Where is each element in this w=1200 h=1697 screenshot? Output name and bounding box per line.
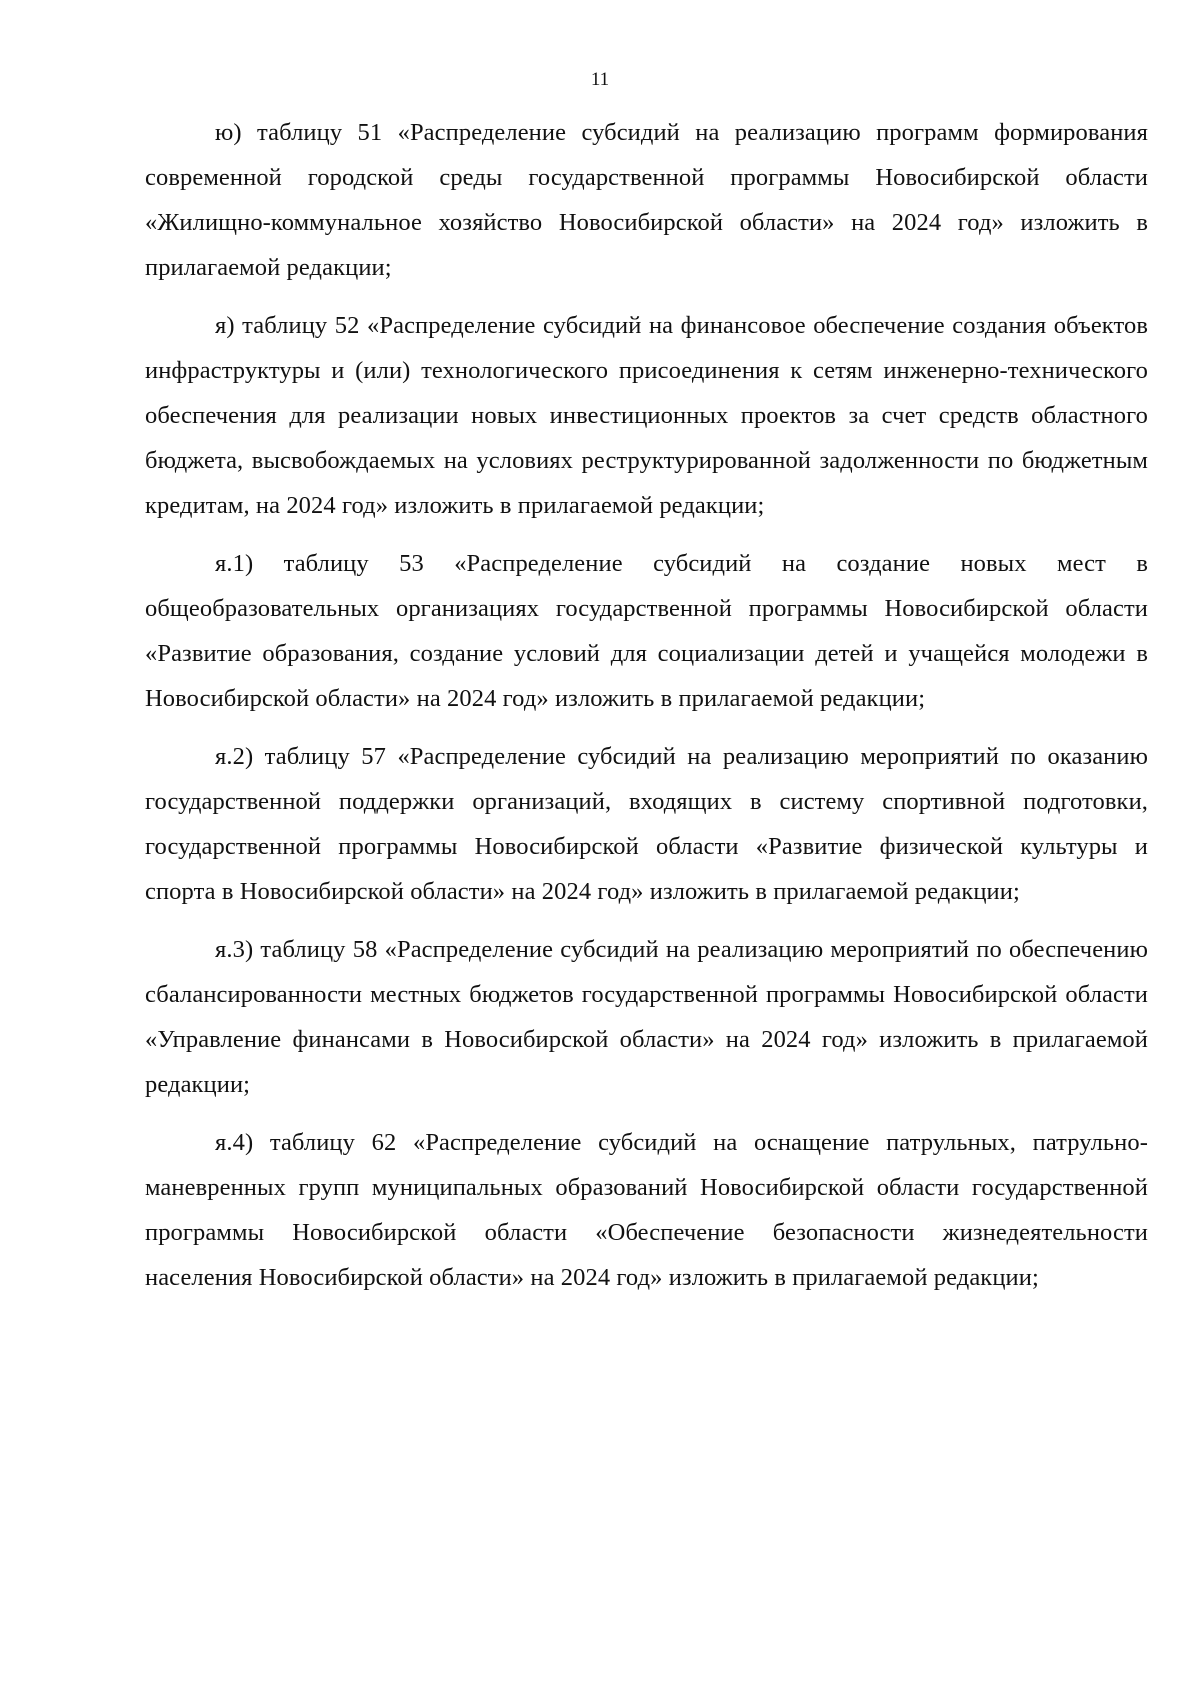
paragraph-item-ya: я) таблицу 52 «Распределение субсидий на финансовое обеспечение создания объектов инфраструктуры и (или) технологического присоединения к сетям инженерно-технического обеспечения для реализации новых инвестиционных проектов за счет средств областного бюджета, высвобождаемых на условиях реструктурированной задолженности по бюджетным кредитам, на 2024 год» изложить в прилагаемой редакции; <box>145 312 1148 519</box>
paragraph-item-ya-4: я.4) таблицу 62 «Распределение субсидий на оснащение патрульных, патрульно-маневренных групп муниципальных образований Новосибирской области государственной программы Новосибирской области «Обеспечение безопасности жизнедеятельности населения Новосибирской области» на 2024 год» изложить в прилагаемой редакции; <box>145 1129 1148 1291</box>
document-body <box>145 110 1148 1313</box>
paragraph-item-yu: ю) таблицу 51 «Распределение субсидий на реализацию программ формирования современной городской среды государственной программы Новосибирской области «Жилищно-коммунальное хозяйство Новосибирской области» на 2024 год» изложить в прилагаемой редакции; <box>145 119 1148 281</box>
page-number: 11 <box>590 69 610 90</box>
paragraph-item-ya-1: я.1) таблицу 53 «Распределение субсидий на создание новых мест в общеобразовательных организациях государственной программы Новосибирской области «Развитие образования, создание условий для социализации детей и учащейся молодежи в Новосибирской области» на 2024 год» изложить в прилагаемой редакции; <box>145 550 1148 712</box>
paragraph-item-ya-3: я.3) таблицу 58 «Распределение субсидий на реализацию мероприятий по обеспечению сбалансированности местных бюджетов государственной программы Новосибирской области «Управление финансами в Новосибирской области» на 2024 год» изложить в прилагаемой редакции; <box>145 936 1148 1098</box>
paragraph-item-ya-2: я.2) таблицу 57 «Распределение субсидий на реализацию мероприятий по оказанию государственной поддержки организаций, входящих в систему спортивной подготовки, государственной программы Новосибирской области «Развитие физической культуры и спорта в Новосибирской области» на 2024 год» изложить в прилагаемой редакции; <box>145 743 1148 905</box>
